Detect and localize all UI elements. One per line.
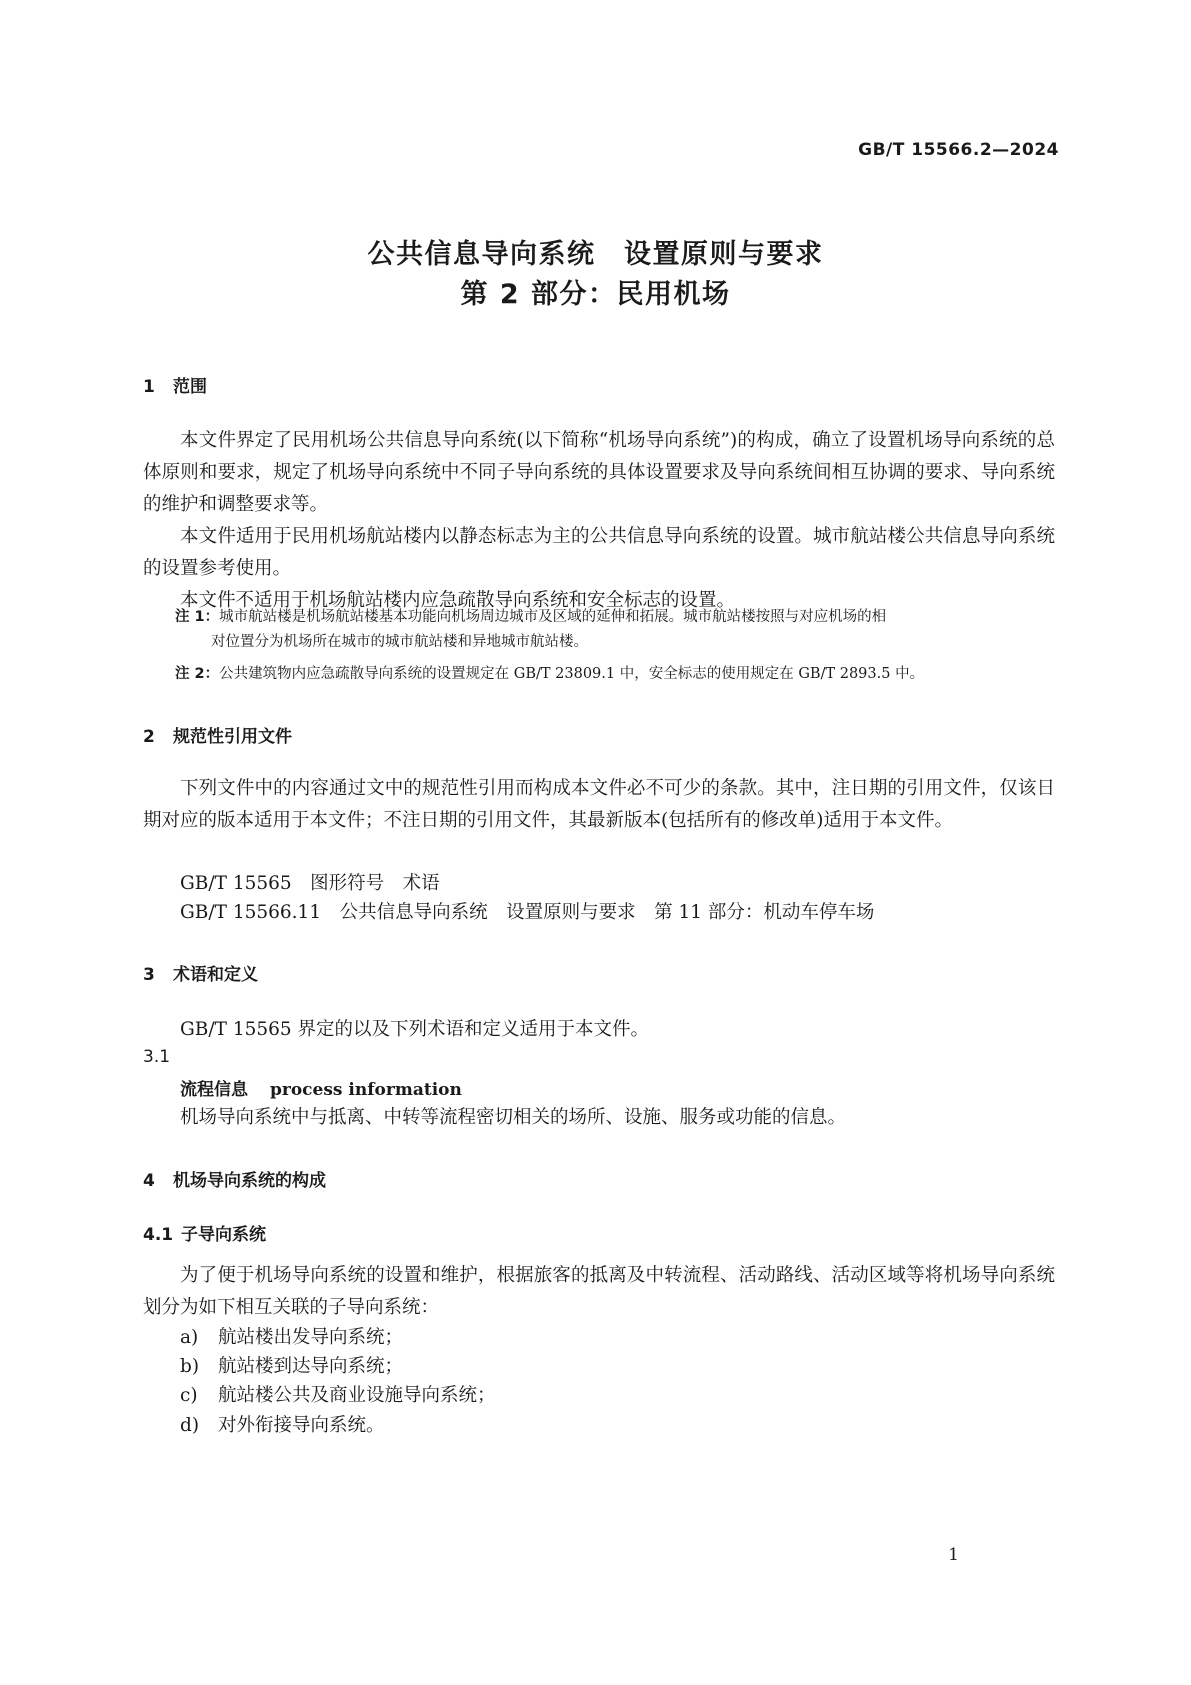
- section-2-body: [143, 773, 1055, 837]
- list-item: [180, 1411, 385, 1437]
- note-2: [175, 662, 1055, 687]
- section-title: 机场导向系统的构成: [173, 1171, 326, 1191]
- section-3-heading: [143, 960, 258, 985]
- term-english: process information: [270, 1080, 462, 1100]
- document-title-line2: 第 2 部分：民用机场: [460, 279, 731, 310]
- term-entry: [180, 1075, 462, 1100]
- subsection-number: 4.1: [143, 1225, 174, 1245]
- list-item: [180, 1381, 496, 1407]
- list-text: 航站楼到达导向系统；: [218, 1356, 404, 1377]
- list-marker: a): [180, 1327, 199, 1348]
- section-title: 术语和定义: [173, 965, 258, 985]
- paragraph: 本文件界定了民用机场公共信息导向系统(以下简称“机场导向系统”)的构成，确立了设置机场导向系统的总体原则和要求，规定了机场导向系统中不同子导向系统的具体设置要求及导向系统间相互协调的要求、导向系统的维护和调整要求等。: [143, 430, 1055, 515]
- note-1: [175, 605, 1055, 655]
- page-number: 1: [948, 1545, 959, 1565]
- subsection-4-1-heading: [143, 1220, 266, 1245]
- list-marker: b): [180, 1356, 200, 1377]
- term-number: 3.1: [143, 1047, 171, 1067]
- list-item: [180, 1323, 403, 1349]
- section-4-body: [143, 1260, 1055, 1324]
- paragraph: 为了便于机场导向系统的设置和维护，根据旅客的抵离及中转流程、活动路线、活动区域等将机场导向系统划分为如下相互关联的子导向系统：: [143, 1265, 1055, 1318]
- note-text: 公共建筑物内应急疏散导向系统的设置规定在 GB/T 23809.1 中，安全标志的使用规定在 GB/T 2893.5 中。: [219, 666, 925, 682]
- section-number: 3: [143, 965, 155, 985]
- section-title: 范围: [173, 377, 207, 397]
- normative-reference-2: GB/T 15566.11 公共信息导向系统 设置原则与要求 第 11 部分：机动车停车场: [180, 902, 875, 923]
- section-number: 2: [143, 727, 155, 747]
- term-chinese: 流程信息: [180, 1080, 248, 1100]
- section-1-body: [143, 425, 1055, 617]
- list-text: 航站楼出发导向系统；: [218, 1327, 404, 1348]
- list-item: [180, 1352, 403, 1378]
- list-text: 航站楼公共及商业设施导向系统；: [218, 1385, 496, 1406]
- paragraph: 下列文件中的内容通过文中的规范性引用而构成本文件必不可少的条款。其中，注日期的引用文件，仅该日期对应的版本适用于本文件；不注日期的引用文件，其最新版本(包括所有的修改单)适用于本文件。: [143, 778, 1055, 831]
- section-2-heading: [143, 722, 292, 747]
- note-text: 城市航站楼是机场航站楼基本功能向机场周边城市及区域的延伸和拓展。城市航站楼按照与对应机场的相: [219, 609, 887, 625]
- note-label: 注 2：: [175, 666, 220, 682]
- section-title: 规范性引用文件: [173, 727, 292, 747]
- list-marker: d): [180, 1415, 200, 1436]
- section-number: 4: [143, 1171, 155, 1191]
- section-3-intro: GB/T 15565 界定的以及下列术语和定义适用于本文件。: [180, 1019, 650, 1040]
- document-title-line1: 公共信息导向系统 设置原则与要求: [367, 239, 824, 270]
- note-text-continued: 对位置分为机场所在城市的城市航站楼和异地城市航站楼。: [211, 634, 588, 650]
- section-1-heading: [143, 372, 207, 397]
- subsection-title: 子导向系统: [181, 1225, 266, 1245]
- paragraph: 本文件不适用于机场航站楼内应急疏散导向系统和安全标志的设置。: [180, 590, 736, 611]
- list-marker: c): [180, 1385, 198, 1406]
- list-text: 对外衔接导向系统。: [218, 1415, 385, 1436]
- paragraph: 本文件适用于民用机场航站楼内以静态标志为主的公共信息导向系统的设置。城市航站楼公共信息导向系统的设置参考使用。: [143, 526, 1055, 579]
- normative-reference-1: GB/T 15565 图形符号 术语: [180, 873, 440, 894]
- term-definition: 机场导向系统中与抵离、中转等流程密切相关的场所、设施、服务或功能的信息。: [180, 1107, 847, 1128]
- section-4-heading: [143, 1166, 326, 1191]
- standard-number: GB/T 15566.2—2024: [858, 140, 1059, 160]
- section-number: 1: [143, 377, 155, 397]
- note-label: 注 1：: [175, 609, 220, 625]
